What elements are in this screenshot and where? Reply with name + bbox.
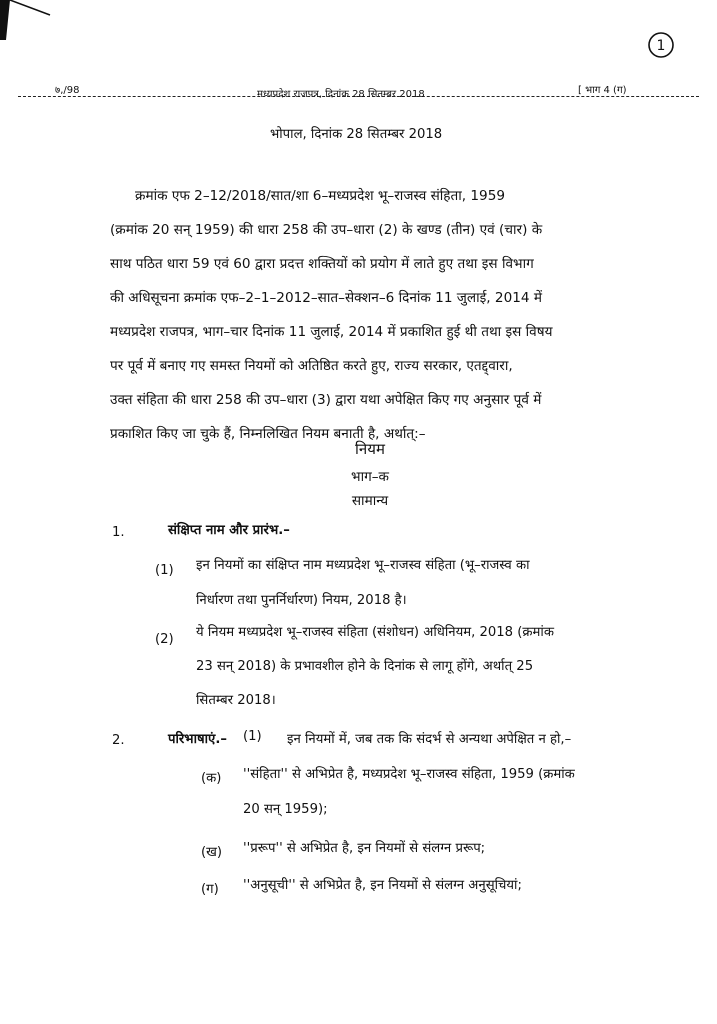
header-part: [ भाग 4 (ग)	[578, 85, 627, 96]
place-date: भोपाल, दिनांक 28 सितम्बर 2018	[270, 127, 443, 142]
preamble-line: की अधिसूचना क्रमांक एफ–2–1–2012–सात–सेक्शन–6 दिनांक 11 जुलाई, 2014 में	[110, 290, 542, 306]
left-stamp-mark: ७,/98	[55, 85, 80, 96]
item-letter: (ग)	[201, 882, 219, 897]
definition-line: 20 सन् 1959);	[243, 802, 328, 817]
handwritten-page-number	[646, 30, 676, 60]
item-letter: (क)	[201, 771, 222, 786]
clause-number: (2)	[155, 632, 174, 647]
definition-line: ''अनुसूची'' से अभिप्रेत है, इन नियमों से संलग्न अनुसूचियां;	[243, 878, 522, 893]
clause-line: निर्धारण तथा पुनर्निर्धारण) नियम, 2018 है।	[196, 593, 407, 608]
preamble-line: मध्यप्रदेश राजपत्र, भाग–चार दिनांक 11 जुलाई, 2014 में प्रकाशित हुई थी तथा इस विषय	[110, 324, 553, 340]
rules-heading: नियम	[355, 440, 385, 458]
clause-number: (1)	[155, 563, 174, 578]
preamble-line: क्रमांक एफ 2–12/2018/सात/शा 6–मध्यप्रदेश भू–राजस्व संहिता, 1959	[135, 188, 506, 204]
section-number: 2.	[112, 733, 125, 748]
clause-line: इन नियमों का संक्षिप्त नाम मध्यप्रदेश भू–राजस्व संहिता (भू–राजस्व का	[196, 558, 530, 573]
clause-line: सितम्बर 2018।	[196, 693, 276, 708]
preamble-line: पर पूर्व में बनाए गए समस्त नियमों को अतिष्ठित करते हुए, राज्य सरकार, एतद्द्वारा,	[110, 358, 513, 374]
definition-line: ''संहिता'' से अभिप्रेत है, मध्यप्रदेश भू–राजस्व संहिता, 1959 (क्रमांक	[243, 767, 575, 782]
scan-corner-mark	[0, 0, 60, 40]
item-letter: (ख)	[201, 845, 223, 860]
preamble-line: साथ पठित धारा 59 एवं 60 द्वारा प्रदत्त शक्तियों को प्रयोग में लाते हुए तथा इस विभाग	[110, 256, 534, 272]
section-title: परिभाषाएं.–	[168, 732, 227, 747]
preamble-line: (क्रमांक 20 सन् 1959) की धारा 258 की उप–धारा (2) के खण्ड (तीन) एवं (चार) के	[110, 222, 543, 238]
section-number: 1.	[112, 525, 125, 540]
preamble-line: प्रकाशित किए जा चुके हैं, निम्नलिखित नियम बनाती है, अर्थात्:–	[110, 426, 426, 442]
part-label: भाग–क	[351, 469, 389, 485]
part-title: सामान्य	[351, 493, 389, 509]
preamble-line: उक्त संहिता की धारा 258 की उप–धारा (3) द्वारा यथा अपेक्षित किए गए अनुसार पूर्व में	[110, 392, 542, 408]
clause-line: 23 सन् 2018) के प्रभावशील होने के दिनांक से लागू होंगे, अर्थात् 25	[196, 659, 534, 674]
section-title: संक्षिप्त नाम और प्रारंभ.–	[168, 523, 290, 538]
definition-line: ''प्ररूप'' से अभिप्रेत है, इन नियमों से संलग्न प्ररूप;	[243, 841, 486, 856]
clause-line: ये नियम मध्यप्रदेश भू–राजस्व संहिता (संशोधन) अधिनियम, 2018 (क्रमांक	[196, 625, 554, 640]
svg-text:1: 1	[656, 38, 666, 54]
clause-number: (1)	[243, 729, 262, 744]
clause-intro: इन नियमों में, जब तक कि संदर्भ से अन्यथा अपेक्षित न हो,–	[287, 732, 572, 747]
header-title: मध्यप्रदेश राजपत्र, दिनांक 28 सितम्बर 2018	[257, 89, 425, 100]
